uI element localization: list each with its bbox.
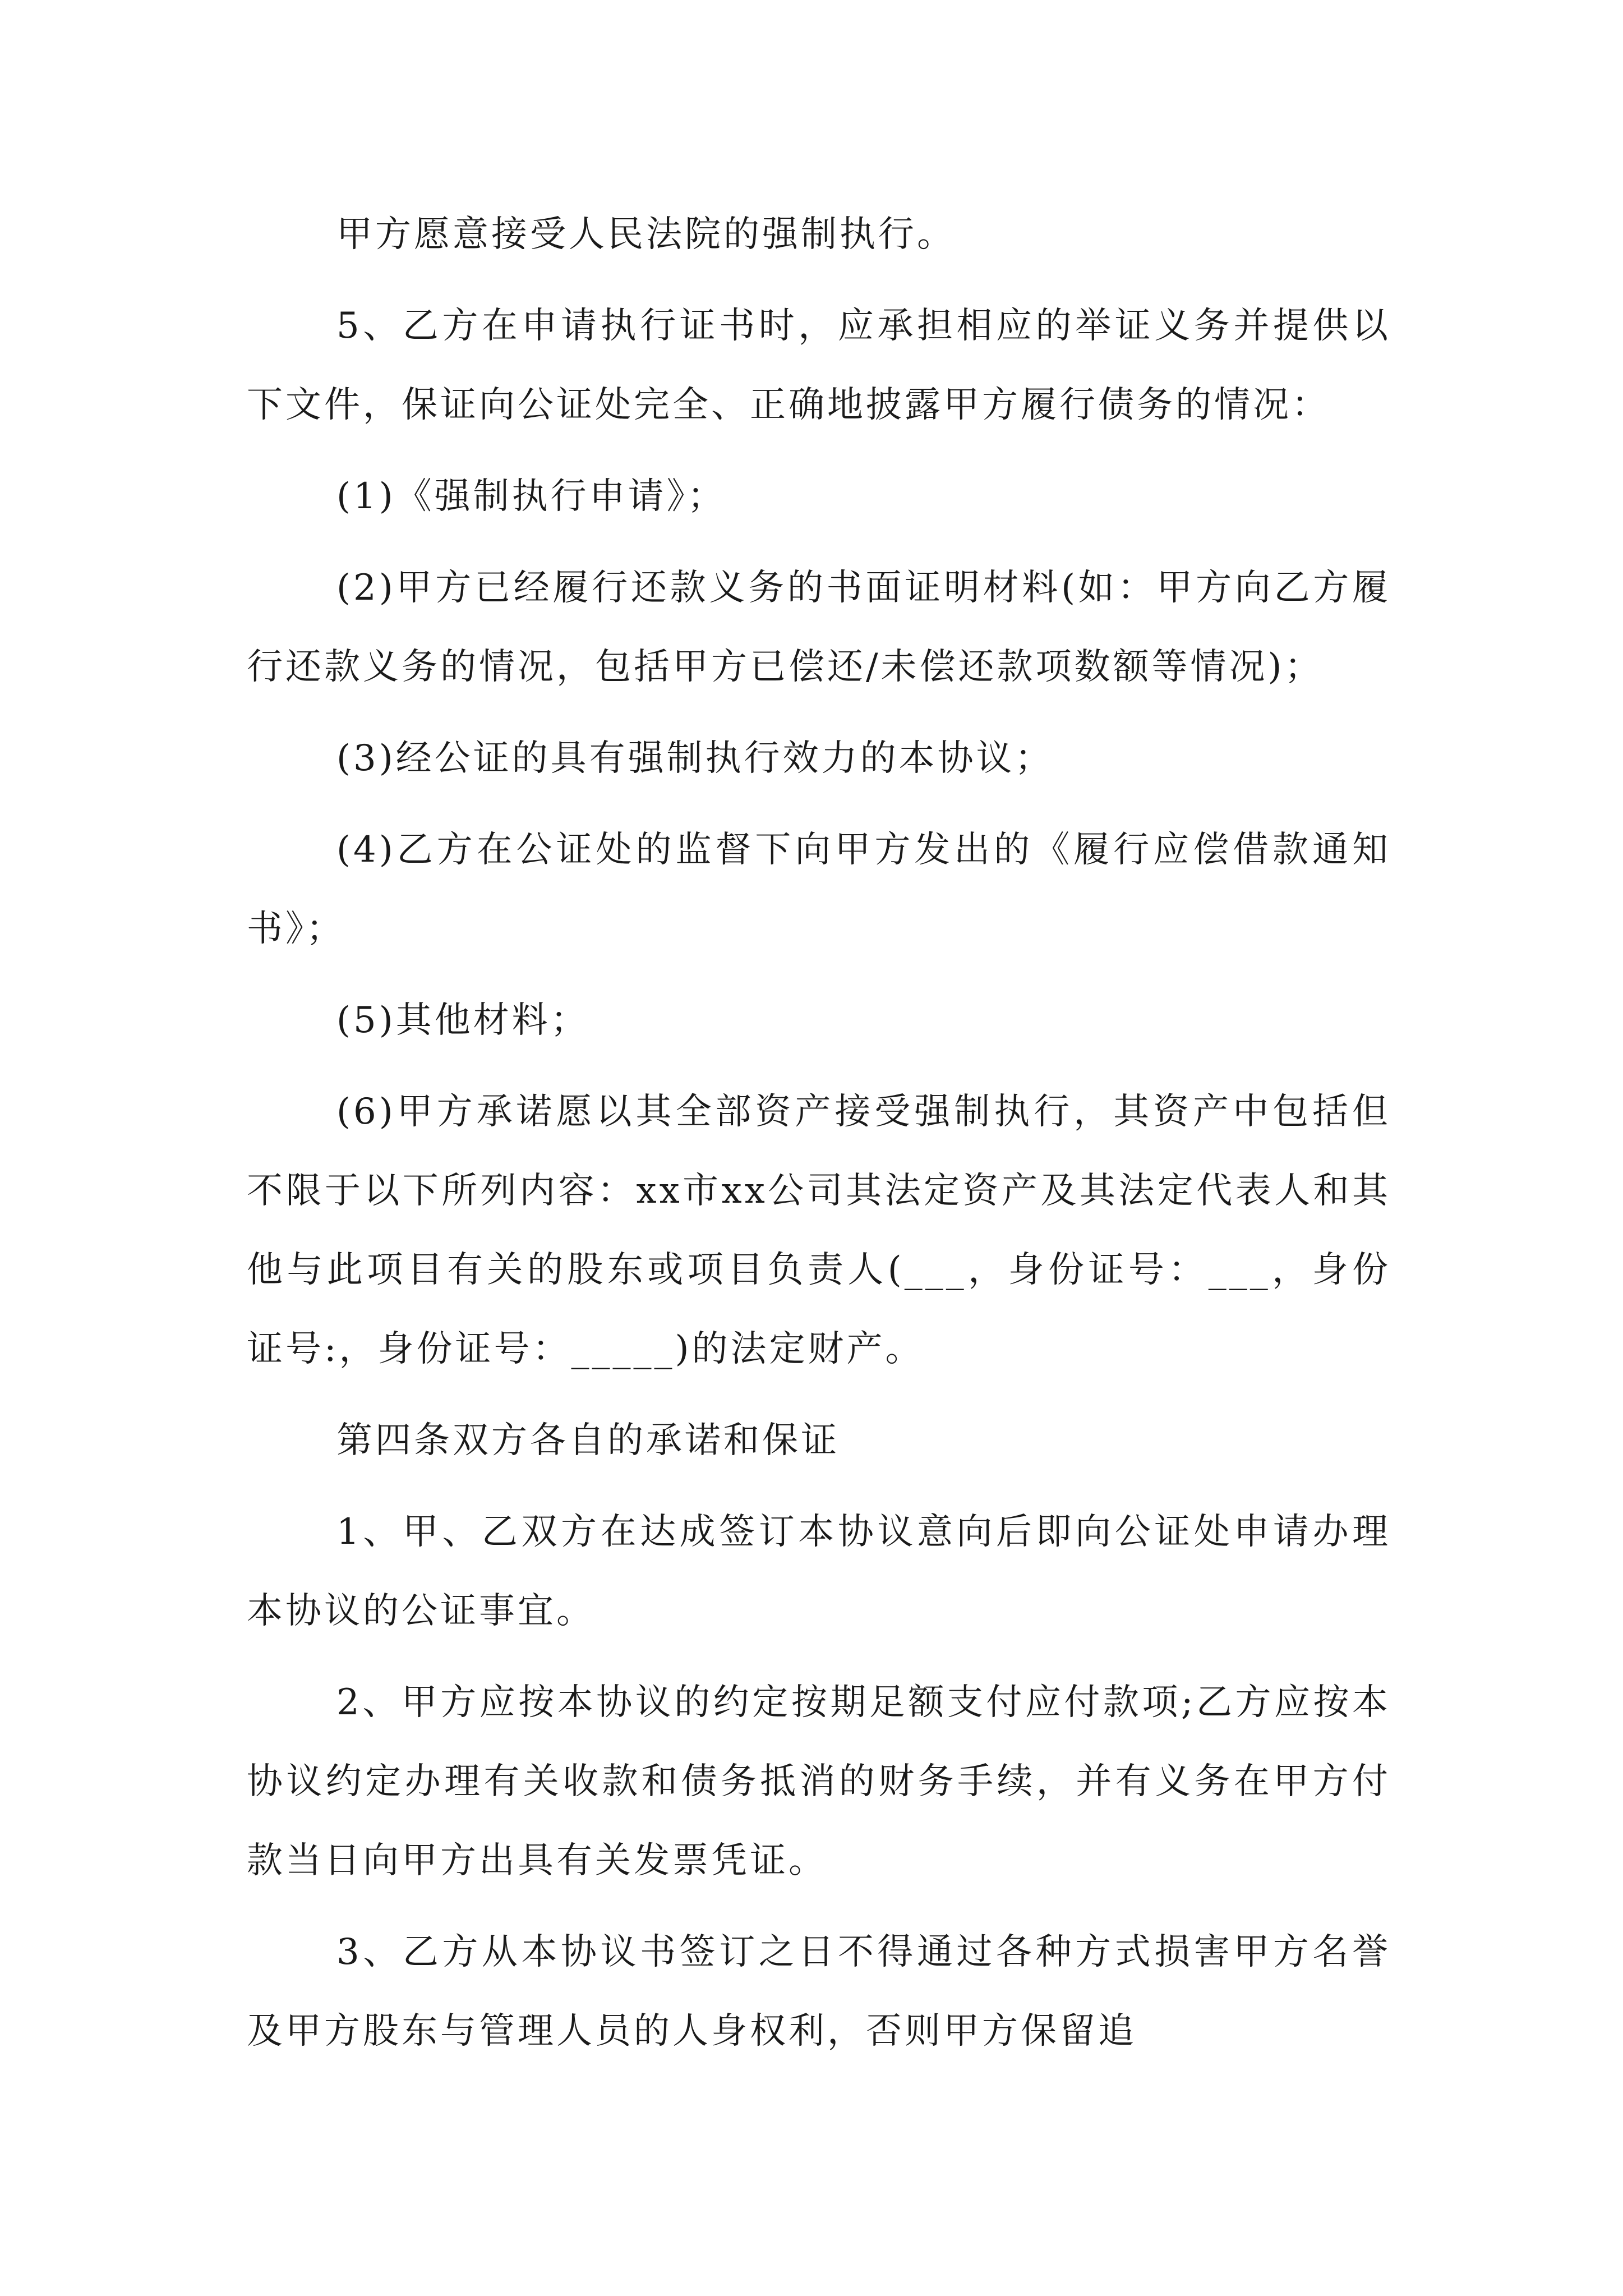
paragraph-item-5: (5)其他材料； (336, 1000, 589, 1041)
paragraph-article-4-clause-2: 2、甲方应按本协议的约定按期足额支付应付款项;乙方应按本协议约定办理有关收款和债务抵消的财务手续，并有义务在甲方付款当日向甲方出具有关发票凭证。 (247, 1682, 1391, 1881)
paragraph-article-4-clause-1: 1、甲、乙双方在达成签订本协议意向后即向公证处申请办理本协议的公证事宜。 (247, 1511, 1391, 1632)
paragraph-item-2: (2)甲方已经履行还款义务的书面证明材料(如：甲方向乙方履行还款义务的情况，包括甲方已偿还/未偿还款项数额等情况)； (247, 567, 1391, 688)
paragraph-item-4: (4)乙方在公证处的监督下向甲方发出的《履行应偿借款通知书》； (247, 829, 1391, 950)
paragraph-item-3: (3)经公证的具有强制执行效力的本协议； (336, 738, 1054, 779)
document-body (247, 195, 1391, 2071)
paragraph-article-4-clause-3: 3、乙方从本协议书签订之日不得通过各种方式损害甲方名誉及甲方股东与管理人员的人身权利，否则甲方保留追 (247, 1931, 1391, 2052)
paragraph-item-6: (6)甲方承诺愿以其全部资产接受强制执行，其资产中包括但不限于以下所列内容：xx市xx公司其法定资产及其法定代表人和其他与此项目有关的股东或项目负责人(___，身份证号：___，身份证号:，身份证号：_____)的法定财产。 (247, 1091, 1391, 1370)
section-heading-article-4: 第四条双方各自的承诺和保证 (336, 1420, 840, 1461)
paragraph-clause-5: 5、乙方在申请执行证书时，应承担相应的举证义务并提供以下文件，保证向公证处完全、正确地披露甲方履行债务的情况： (247, 305, 1391, 426)
paragraph-enforcement-acceptance: 甲方愿意接受人民法院的强制执行。 (336, 214, 956, 255)
paragraph-item-1: (1)《强制执行申请》； (336, 476, 726, 517)
